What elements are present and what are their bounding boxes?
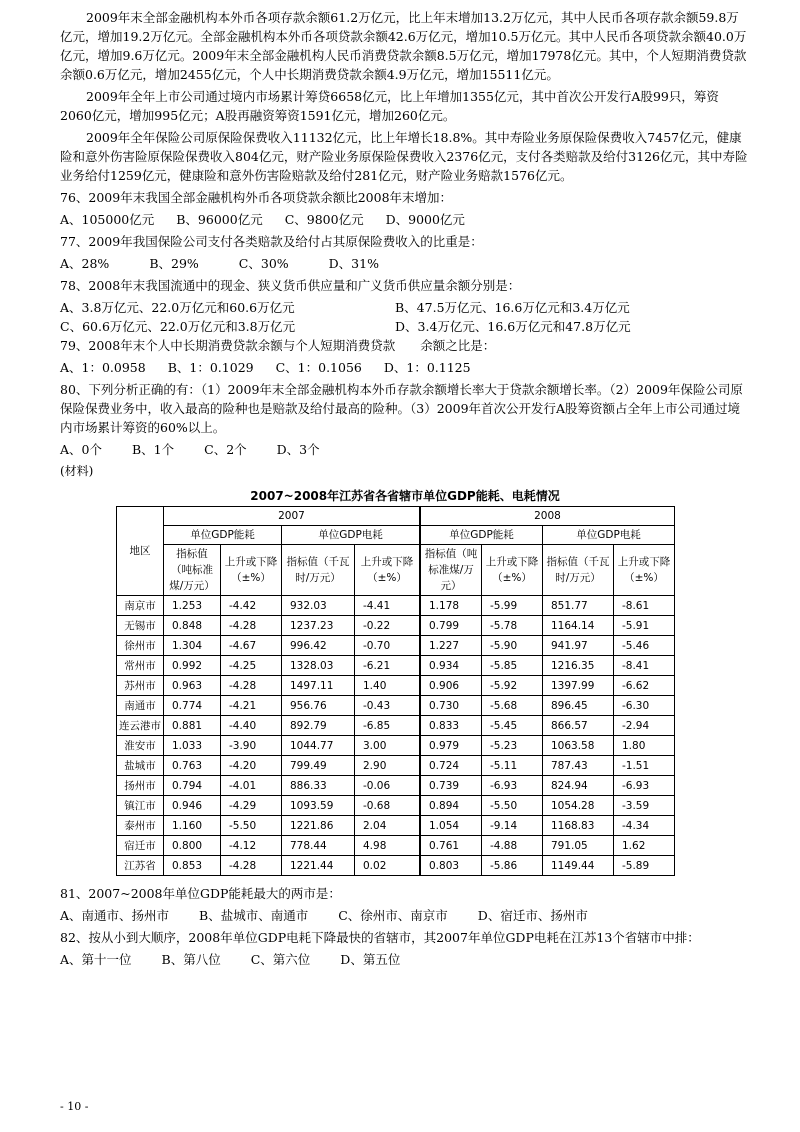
value-cell: 787.43 — [543, 756, 614, 776]
value-cell: 0.946 — [164, 796, 221, 816]
table-row — [117, 596, 675, 616]
option-a: A、第十一位 — [60, 952, 132, 967]
year-header-2008: 2008 — [420, 507, 675, 526]
value-cell: 932.03 — [282, 596, 355, 616]
question-78: 78、2008年末我国流通中的现金、狭义货币供应量和广义货币供应量余额分别是： — [60, 278, 521, 293]
paragraph-insurance: 2009年全年保险公司原保险保费收入11132亿元，比上年增长18.8%。其中寿险业务原保险保费收入7457亿元，健康险和意外伤害险原保险保费收入804亿元，财产险业务原保险保费收入2376亿元，支付各类赔款及给付3126亿元，其中寿险业务给付1259亿元，健康险和意外伤害险赔款及给付281亿元，财产险业务赔款1576亿元。 — [60, 130, 748, 183]
value-cell: 0.979 — [420, 736, 482, 756]
value-cell: 1063.58 — [543, 736, 614, 756]
value-cell: -5.92 — [482, 676, 543, 696]
option-b: B、1：0.1029 — [167, 360, 254, 375]
value-cell: -5.68 — [482, 696, 543, 716]
region-cell: 扬州市 — [117, 776, 164, 796]
question-80: 80、下列分析正确的有：（1）2009年末全部金融机构本外币存款余额增长率大于贷款余额增长率。（2）2009年保险公司原保险保费业务中，收入最高的险种也是赔款及给付最高的险种。（3）2009年首次公开发行A股筹资额占全年上市公司通过境内市场累计筹资的60%以上。 — [60, 382, 743, 435]
value-cell: -4.20 — [221, 756, 282, 776]
value-cell: -4.40 — [221, 716, 282, 736]
option-b: B、1个 — [131, 442, 175, 457]
col-header-energy-value: 指标值（吨标准煤/万元） — [164, 545, 221, 596]
options-76 — [60, 210, 750, 229]
col-header-energy-value: 指标值（吨标准煤/万元） — [420, 545, 482, 596]
table-body — [117, 596, 675, 876]
value-cell: 1.033 — [164, 736, 221, 756]
question-81: 81、2007~2008年单位GDP能耗最大的两市是： — [60, 886, 341, 901]
value-cell: 0.724 — [420, 756, 482, 776]
document-page — [60, 8, 750, 972]
value-cell: -0.68 — [355, 796, 421, 816]
value-cell: 2.90 — [355, 756, 421, 776]
value-cell: 1.40 — [355, 676, 421, 696]
year-header-2007: 2007 — [164, 507, 421, 526]
region-cell: 苏州市 — [117, 676, 164, 696]
value-cell: -4.12 — [221, 836, 282, 856]
option-c: C、9800亿元 — [284, 212, 364, 227]
value-cell: -4.21 — [221, 696, 282, 716]
value-cell: 0.794 — [164, 776, 221, 796]
table-title: 2007~2008年江苏省各省辖市单位GDP能耗、电耗情况 — [250, 489, 560, 503]
value-cell: 0.833 — [420, 716, 482, 736]
value-cell: 0.02 — [355, 856, 421, 876]
value-cell: 0.799 — [420, 616, 482, 636]
table-row — [117, 836, 675, 856]
value-cell: -4.28 — [221, 856, 282, 876]
value-cell: -5.85 — [482, 656, 543, 676]
value-cell: 1.160 — [164, 816, 221, 836]
value-cell: 1.304 — [164, 636, 221, 656]
value-cell: -5.99 — [482, 596, 543, 616]
value-cell: -4.41 — [355, 596, 421, 616]
value-cell: 1149.44 — [543, 856, 614, 876]
value-cell: -4.28 — [221, 616, 282, 636]
value-cell: -8.61 — [614, 596, 675, 616]
region-cell: 镇江市 — [117, 796, 164, 816]
option-d: D、31% — [328, 256, 379, 271]
value-cell: 892.79 — [282, 716, 355, 736]
value-cell: -4.34 — [614, 816, 675, 836]
value-cell: -6.93 — [482, 776, 543, 796]
option-b: B、29% — [149, 256, 199, 271]
value-cell: 1221.86 — [282, 816, 355, 836]
value-cell: 0.894 — [420, 796, 482, 816]
value-cell: 0.848 — [164, 616, 221, 636]
value-cell: 1164.14 — [543, 616, 614, 636]
option-d: D、第五位 — [340, 952, 401, 967]
value-cell: 0.800 — [164, 836, 221, 856]
value-cell: 941.97 — [543, 636, 614, 656]
options-81 — [60, 906, 750, 925]
value-cell: -5.78 — [482, 616, 543, 636]
value-cell: 1054.28 — [543, 796, 614, 816]
region-cell: 连云港市 — [117, 716, 164, 736]
value-cell: -3.90 — [221, 736, 282, 756]
option-d: D、3.4万亿元、16.6万亿元和47.8万亿元 — [395, 319, 631, 334]
value-cell: -1.51 — [614, 756, 675, 776]
value-cell: 1.253 — [164, 596, 221, 616]
value-cell: 1.178 — [420, 596, 482, 616]
value-cell: 1.80 — [614, 736, 675, 756]
table-row — [117, 736, 675, 756]
region-cell: 徐州市 — [117, 636, 164, 656]
options-82 — [60, 950, 750, 969]
value-cell: 1168.83 — [543, 816, 614, 836]
region-cell: 淮安市 — [117, 736, 164, 756]
options-80 — [60, 440, 750, 459]
value-cell: -9.14 — [482, 816, 543, 836]
value-cell: -5.45 — [482, 716, 543, 736]
value-cell: 0.853 — [164, 856, 221, 876]
option-b: B、47.5万亿元、16.6万亿元和3.4万亿元 — [395, 300, 630, 315]
table-row — [117, 656, 675, 676]
value-cell: 1.62 — [614, 836, 675, 856]
col-header-change: 上升或下降（±%） — [614, 545, 675, 596]
option-d: D、3个 — [276, 442, 320, 457]
value-cell: 0.761 — [420, 836, 482, 856]
region-cell: 常州市 — [117, 656, 164, 676]
option-a: A、1：0.0958 — [60, 360, 146, 375]
value-cell: 0.763 — [164, 756, 221, 776]
value-cell: 1497.11 — [282, 676, 355, 696]
option-b: B、盐城市、南通市 — [199, 908, 309, 923]
table-row — [117, 716, 675, 736]
value-cell: -5.50 — [482, 796, 543, 816]
option-a: A、南通市、扬州市 — [60, 908, 170, 923]
option-c: C、徐州市、南京市 — [338, 908, 448, 923]
value-cell: 0.881 — [164, 716, 221, 736]
group-header-power: 单位GDP电耗 — [543, 526, 675, 545]
table-row — [117, 756, 675, 776]
option-c: C、60.6万亿元、22.0万亿元和3.8万亿元 — [60, 319, 296, 334]
value-cell: -8.41 — [614, 656, 675, 676]
option-a: A、28% — [60, 256, 110, 271]
paragraph-listed-companies: 2009年全年上市公司通过境内市场累计筹贷6658亿元，比上年增加1355亿元，其中首次公开发行A股99只，筹资2060亿元，增加995亿元；A股再融资筹资1591亿元，增加260亿元。 — [60, 89, 719, 123]
table-row — [117, 816, 675, 836]
value-cell: -6.93 — [614, 776, 675, 796]
value-cell: 886.33 — [282, 776, 355, 796]
option-c: C、第六位 — [250, 952, 311, 967]
option-d: D、宿迁市、扬州市 — [477, 908, 588, 923]
value-cell: 0.803 — [420, 856, 482, 876]
value-cell: 1.054 — [420, 816, 482, 836]
region-cell: 宿迁市 — [117, 836, 164, 856]
region-cell: 无锡市 — [117, 616, 164, 636]
table-row — [117, 796, 675, 816]
value-cell: -5.11 — [482, 756, 543, 776]
value-cell: 866.57 — [543, 716, 614, 736]
value-cell: -4.29 — [221, 796, 282, 816]
value-cell: 0.739 — [420, 776, 482, 796]
options-78 — [60, 298, 750, 336]
option-c: C、30% — [238, 256, 289, 271]
value-cell: -5.91 — [614, 616, 675, 636]
option-d: D、1：0.1125 — [383, 360, 471, 375]
value-cell: -4.67 — [221, 636, 282, 656]
question-76: 76、2009年末我国全部金融机构外币各项贷款余额比2008年末增加： — [60, 190, 453, 205]
option-d: D、9000亿元 — [385, 212, 465, 227]
value-cell: 851.77 — [543, 596, 614, 616]
value-cell: 0.934 — [420, 656, 482, 676]
value-cell: 996.42 — [282, 636, 355, 656]
value-cell: 799.49 — [282, 756, 355, 776]
value-cell: 1.227 — [420, 636, 482, 656]
region-header: 地区 — [117, 507, 164, 596]
value-cell: -5.23 — [482, 736, 543, 756]
region-cell: 泰州市 — [117, 816, 164, 836]
col-header-change: 上升或下降（±%） — [355, 545, 421, 596]
value-cell: 0.963 — [164, 676, 221, 696]
question-79: 79、2008年末个人中长期消费贷款余额与个人短期消费贷款 余额之比是： — [60, 338, 496, 353]
value-cell: -4.28 — [221, 676, 282, 696]
table-row — [117, 696, 675, 716]
value-cell: -4.42 — [221, 596, 282, 616]
value-cell: -5.89 — [614, 856, 675, 876]
question-82: 82、按从小到大顺序，2008年单位GDP电耗下降最快的省辖市，其2007年单位GDP电耗在江苏13个省辖市中排： — [60, 930, 700, 945]
value-cell: -0.06 — [355, 776, 421, 796]
option-a: A、0个 — [60, 442, 102, 457]
value-cell: 956.76 — [282, 696, 355, 716]
value-cell: 4.98 — [355, 836, 421, 856]
value-cell: -6.85 — [355, 716, 421, 736]
value-cell: -3.59 — [614, 796, 675, 816]
value-cell: -0.70 — [355, 636, 421, 656]
value-cell: -4.88 — [482, 836, 543, 856]
value-cell: -4.25 — [221, 656, 282, 676]
region-cell: 盐城市 — [117, 756, 164, 776]
options-77 — [60, 254, 750, 273]
group-header-power: 单位GDP电耗 — [282, 526, 421, 545]
energy-consumption-table — [116, 506, 675, 876]
value-cell: 1044.77 — [282, 736, 355, 756]
value-cell: -0.43 — [355, 696, 421, 716]
options-79 — [60, 358, 750, 377]
option-c: C、1：0.1056 — [275, 360, 362, 375]
value-cell: 1221.44 — [282, 856, 355, 876]
option-b: B、96000亿元 — [176, 212, 263, 227]
region-cell: 南京市 — [117, 596, 164, 616]
table-row — [117, 776, 675, 796]
paragraph-deposits: 2009年末全部金融机构本外币各项存款余额61.2万亿元，比上年末增加13.2万亿元，其中人民币各项存款余额59.8万亿元，增加19.2万亿元。全部金融机构本外币各项贷款余额42.6万亿元，增加10.5万亿元。其中人民币各项贷款余额40.0万亿元，增加9.6万亿元。2009年末全部金融机构人民币消费贷款余额8.5万亿元，增加17978亿元。其中，个人短期消费贷款余额0.6万亿元，增加2455亿元，个人中长期消费贷款余额4.9万亿元，增加15511亿元。 — [60, 10, 747, 82]
table-row — [117, 636, 675, 656]
option-a: A、105000亿元 — [60, 212, 155, 227]
table-row — [117, 856, 675, 876]
value-cell: -2.94 — [614, 716, 675, 736]
value-cell: -6.30 — [614, 696, 675, 716]
value-cell: 0.906 — [420, 676, 482, 696]
value-cell: 791.05 — [543, 836, 614, 856]
region-cell: 江苏省 — [117, 856, 164, 876]
material-label: (材料) — [60, 464, 94, 478]
option-b: B、第八位 — [161, 952, 221, 967]
page-number: - 10 - — [60, 1100, 89, 1113]
value-cell: -6.21 — [355, 656, 421, 676]
value-cell: -5.50 — [221, 816, 282, 836]
value-cell: 3.00 — [355, 736, 421, 756]
option-c: C、2个 — [204, 442, 247, 457]
col-header-power-value: 指标值（千瓦时/万元） — [543, 545, 614, 596]
value-cell: -5.46 — [614, 636, 675, 656]
value-cell: 1397.99 — [543, 676, 614, 696]
col-header-power-value: 指标值（千瓦时/万元） — [282, 545, 355, 596]
value-cell: 1328.03 — [282, 656, 355, 676]
group-header-energy: 单位GDP能耗 — [164, 526, 282, 545]
value-cell: 1093.59 — [282, 796, 355, 816]
value-cell: 1216.35 — [543, 656, 614, 676]
value-cell: -6.62 — [614, 676, 675, 696]
value-cell: 896.45 — [543, 696, 614, 716]
col-header-change: 上升或下降（±%） — [221, 545, 282, 596]
value-cell: -4.01 — [221, 776, 282, 796]
region-cell: 南通市 — [117, 696, 164, 716]
table-row — [117, 676, 675, 696]
value-cell: -5.86 — [482, 856, 543, 876]
col-header-change: 上升或下降（±%） — [482, 545, 543, 596]
value-cell: 0.730 — [420, 696, 482, 716]
table-row — [117, 616, 675, 636]
value-cell: 2.04 — [355, 816, 421, 836]
value-cell: 778.44 — [282, 836, 355, 856]
value-cell: 824.94 — [543, 776, 614, 796]
value-cell: 0.992 — [164, 656, 221, 676]
value-cell: -5.90 — [482, 636, 543, 656]
value-cell: 0.774 — [164, 696, 221, 716]
value-cell: -0.22 — [355, 616, 421, 636]
option-a: A、3.8万亿元、22.0万亿元和60.6万亿元 — [60, 300, 295, 315]
question-77: 77、2009年我国保险公司支付各类赔款及给付占其原保险费收入的比重是： — [60, 234, 483, 249]
value-cell: 1237.23 — [282, 616, 355, 636]
group-header-energy: 单位GDP能耗 — [420, 526, 543, 545]
